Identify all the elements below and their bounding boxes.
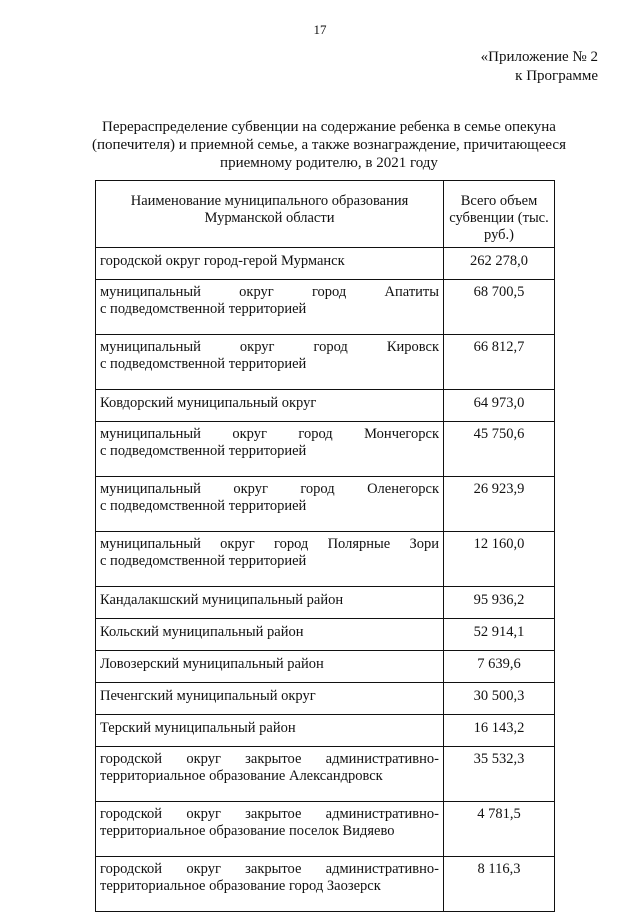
municipality-name — [96, 619, 444, 651]
municipality-name-line-2: с подведомственной территорией — [100, 356, 307, 372]
table-row — [96, 280, 555, 335]
municipality-name-line-2: с подведомственной территорией — [100, 553, 307, 569]
table-row — [96, 477, 555, 532]
municipality-name — [96, 477, 444, 532]
municipality-name — [96, 802, 444, 857]
municipality-name-line-2: с подведомственной территорией — [100, 443, 307, 459]
municipality-name — [96, 651, 444, 683]
subvention-value: 64 973,0 — [444, 390, 555, 422]
municipality-name — [96, 335, 444, 390]
table-row — [96, 532, 555, 587]
municipality-name-line-1: городской округ закрытое административно- — [100, 806, 439, 822]
table-row — [96, 619, 555, 651]
document-title: Перераспределение субвенции на содержание ребенка в семье опекуна (попечителя) и приемной семье, а также вознаграждение, причитающееся приемному родителю, в 2021 году — [92, 119, 566, 171]
table-row — [96, 587, 555, 619]
subvention-table — [95, 180, 555, 912]
table-header-row — [96, 181, 555, 248]
municipality-name-line-1: городской округ закрытое административно- — [100, 861, 439, 877]
subvention-value: 52 914,1 — [444, 619, 555, 651]
municipality-name-line-2: с подведомственной территорией — [100, 301, 307, 317]
municipality-name-line-1: Кольский муниципальный район — [100, 624, 304, 640]
municipality-name-line-1: муниципальный округ город Кировск — [100, 339, 439, 355]
municipality-name — [96, 683, 444, 715]
subvention-value: 26 923,9 — [444, 477, 555, 532]
header-name: Наименование муниципального образования Мурманской области — [96, 181, 444, 248]
municipality-name-line-1: Ковдорский муниципальный округ — [100, 395, 317, 411]
municipality-name-line-1: городской округ город-герой Мурманск — [100, 253, 345, 269]
table-row — [96, 747, 555, 802]
page-number: 17 — [313, 22, 327, 37]
municipality-name-line-1: Печенгский муниципальный округ — [100, 688, 316, 704]
subvention-value: 95 936,2 — [444, 587, 555, 619]
header-value: Всего объем субвенции (тыс. руб.) — [444, 181, 555, 248]
appendix-line-2: к Программе — [515, 68, 598, 84]
subvention-value: 68 700,5 — [444, 280, 555, 335]
table-row — [96, 335, 555, 390]
table-row — [96, 390, 555, 422]
appendix-line-1: «Приложение № 2 — [480, 49, 598, 65]
table-body — [96, 248, 555, 912]
table-row — [96, 422, 555, 477]
subvention-value: 16 143,2 — [444, 715, 555, 747]
municipality-name — [96, 747, 444, 802]
municipality-name — [96, 715, 444, 747]
municipality-name — [96, 857, 444, 912]
table-row — [96, 683, 555, 715]
municipality-name-line-1: муниципальный округ город Оленегорск — [100, 481, 439, 497]
municipality-name-line-1: городской округ закрытое административно- — [100, 751, 439, 767]
municipality-name — [96, 532, 444, 587]
municipality-name-line-1: Кандалакшский муниципальный район — [100, 592, 344, 608]
table-row — [96, 802, 555, 857]
subvention-value: 8 116,3 — [444, 857, 555, 912]
municipality-name — [96, 390, 444, 422]
municipality-name — [96, 280, 444, 335]
subvention-value: 45 750,6 — [444, 422, 555, 477]
municipality-name-line-2: территориальное образование город Заозерск — [100, 878, 381, 894]
subvention-value: 4 781,5 — [444, 802, 555, 857]
subvention-value: 7 639,6 — [444, 651, 555, 683]
subvention-value: 30 500,3 — [444, 683, 555, 715]
municipality-name — [96, 587, 444, 619]
municipality-name-line-1: муниципальный округ город Мончегорск — [100, 426, 439, 442]
municipality-name — [96, 422, 444, 477]
table-row — [96, 248, 555, 280]
municipality-name-line-2: с подведомственной территорией — [100, 498, 307, 514]
municipality-name-line-2: территориальное образование Александровск — [100, 768, 383, 784]
table-row — [96, 857, 555, 912]
table-row — [96, 715, 555, 747]
subvention-value: 12 160,0 — [444, 532, 555, 587]
municipality-name-line-1: муниципальный округ город Полярные Зори — [100, 536, 439, 552]
municipality-name-line-1: муниципальный округ город Апатиты — [100, 284, 439, 300]
appendix-header — [481, 48, 598, 86]
table-row — [96, 651, 555, 683]
municipality-name — [96, 248, 444, 280]
subvention-value: 66 812,7 — [444, 335, 555, 390]
subvention-value: 35 532,3 — [444, 747, 555, 802]
municipality-name-line-2: территориальное образование поселок Видяево — [100, 823, 395, 839]
subvention-value: 262 278,0 — [444, 248, 555, 280]
municipality-name-line-1: Ловозерский муниципальный район — [100, 656, 324, 672]
municipality-name-line-1: Терский муниципальный район — [100, 720, 296, 736]
